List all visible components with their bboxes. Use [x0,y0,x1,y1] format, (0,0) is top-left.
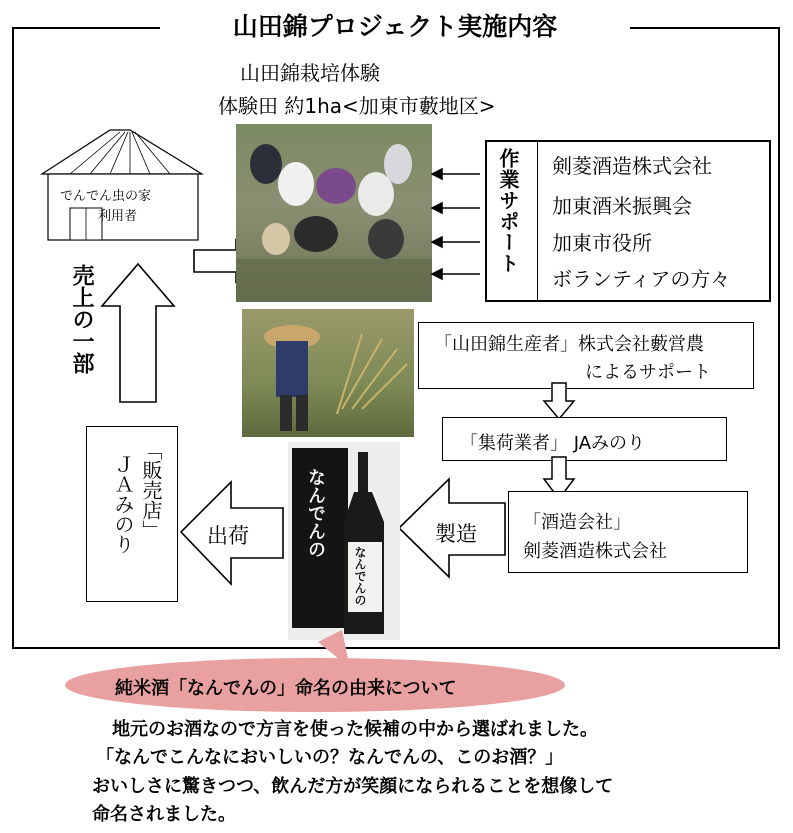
down-arrow-icon [542,381,576,421]
support-divider [537,140,538,302]
shop-title: 「販売店」 [139,440,163,540]
naming-heading: 純米酒「なんでんの」命名の由来について [115,678,457,699]
rice-planting-photo [236,124,432,302]
naming-line: 命名されました。 [92,804,236,825]
experience-title: 山田錦栽培体験 [240,61,380,85]
house-icon [30,124,220,244]
up-arrow-icon [100,262,176,404]
collector-label: 「集荷業者」 JAみのり [460,433,646,454]
naming-line: おいしさに驚きつつ、飲んだ方が笑顔になられることを想像して [92,776,614,797]
brewery-title: 「酒造会社」 [523,512,631,533]
support-arrows-icon [430,160,490,290]
support-heading: 作業サポート [496,148,520,274]
harvest-photo [242,309,414,437]
house-label: でんでん虫の家 [60,189,152,204]
ship-label: 出荷 [207,524,249,548]
support-item: ボランティアの方々 [552,267,731,291]
house-user-label: 利用者 [98,209,138,224]
sales-share-label: 売上の一部 [69,264,94,374]
producer-title: 「山田錦生産者」株式会社藪営農 [434,334,704,355]
shop-name: ＪＡみのり [111,454,135,554]
brewery-name: 剣菱酒造株式会社 [523,541,667,562]
support-item: 剣菱酒造株式会社 [552,154,712,178]
experience-field: 体験田 約1ha<加東市藪地区> [218,94,496,118]
producer-support: によるサポート [585,362,711,383]
sake-bottle-label: なんでんの [353,546,367,606]
page-title: 山田錦プロジェクト実施内容 [232,12,558,41]
sake-box-label: なんでんの [305,468,326,558]
sake-bottle-photo [288,442,400,640]
speech-bubble [60,628,570,714]
naming-line: 地元のお酒なので方言を使った候補の中から選ばれました。 [112,719,598,740]
naming-line: 「なんでこんなにおいしいの？なんでんの、このお酒？」 [96,747,564,768]
support-item: 加東酒米振興会 [552,194,692,218]
support-item: 加東市役所 [552,231,652,255]
brew-label: 製造 [435,522,477,546]
